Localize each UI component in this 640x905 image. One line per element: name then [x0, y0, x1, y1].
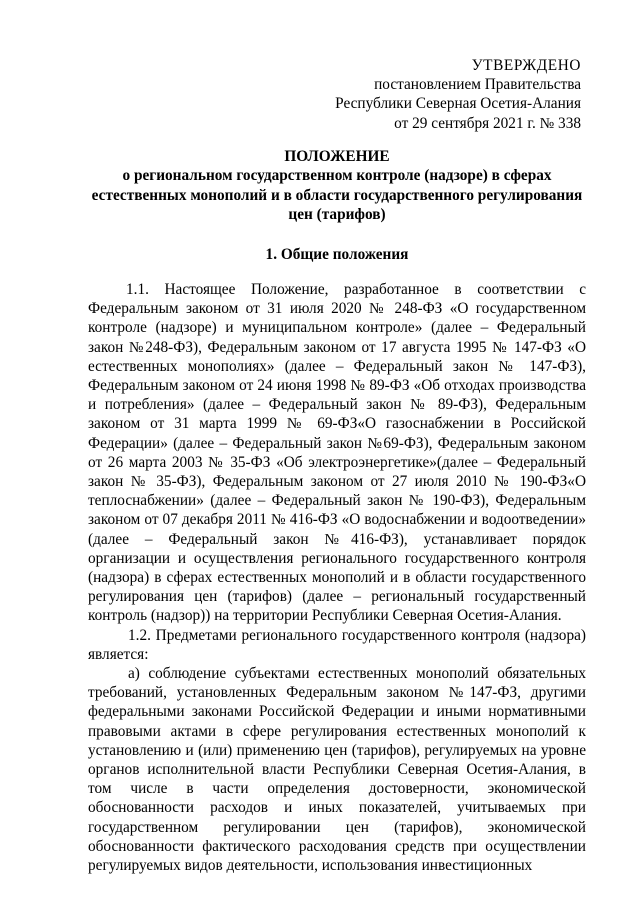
document-body: [88, 280, 586, 875]
paragraph-1-2: 1.2. Предметами регионального государственного контроля (надзора) является:: [88, 626, 586, 663]
approval-heading: УТВЕРЖДЕНО: [471, 57, 581, 74]
section-heading: 1. Общие положения: [265, 246, 409, 263]
document-title-block: [88, 147, 586, 225]
approval-line-2: Республики Северная Осетия-Алания: [335, 95, 581, 113]
approval-stamp: [335, 56, 581, 133]
document-subtitle: о региональном государственном контроле (надзоре) в сферах естественных монополий и в области государственного регулирования цен (тарифов): [91, 167, 583, 224]
approval-line-1: постановлением Правительства: [374, 76, 581, 94]
paragraph-1-1: 1.1. Настоящее Положение, разработанное в соответствии с Федеральным законом от 31 июля 2020 № 248-ФЗ «О государственном контроле (надзоре) и муниципальном контроле» (далее – Федеральный закон №248-ФЗ), Федеральным законом от 17 августа 1995 № 147-ФЗ «О естественных монополиях» (далее – Федеральный закон № 147-ФЗ), Федеральным законом от 24 июня 1998 № 89-ФЗ «Об отходах производства и потребления» (далее – Федеральный закон № 89-ФЗ), Федеральным законом от 31 марта 1999 № 69-ФЗ«О газоснабжении в Российской Федерации» (далее – Федеральный закон №69-ФЗ), Федеральным законом от 26 марта 2003 № 35-ФЗ «Об электроэнергетике»(далее – Федеральный закон № 35-ФЗ), Федеральным законом от 27 июля 2010 № 190-ФЗ«О теплоснабжении» (далее – Федеральный закон № 190-ФЗ), Федеральным законом от 07 декабря 2011 № 416-ФЗ «О водоснабжении и водоотведении» (далее – Федеральный закон №416-ФЗ), устанавливает порядок организации и осуществления регионального государственного контроля (надзора) в сферах естественных монополий и в области государственного регулирования цен (тарифов) (далее – региональный государственный контроль (надзор)) на территории Республики Северная Осетия-Алания.: [88, 281, 586, 625]
approval-line-3: от 29 сентября 2021 г. № 338: [394, 114, 581, 132]
list-item-a: а) соблюдение субъектами естественных монополий обязательных требований, установленных Федеральным законом №147-ФЗ, другими федеральными законами Российской Федерации и иными нормативными правовыми актами в сфере регулирования естественных монополий к установлению и (или) применению цен (тарифов), регулируемых на уровне органов исполнительной власти Республики Северная Осетия-Алания, в том числе в части определения достоверности, экономической обоснованности расходов и иных показателей, учитываемых при государственном регулировании цен (тарифов), экономической обоснованности фактического расходования средств при осуществлении регулируемых видов деятельности, использования инвестиционных: [88, 665, 586, 875]
document-title: ПОЛОЖЕНИЕ: [284, 148, 390, 165]
